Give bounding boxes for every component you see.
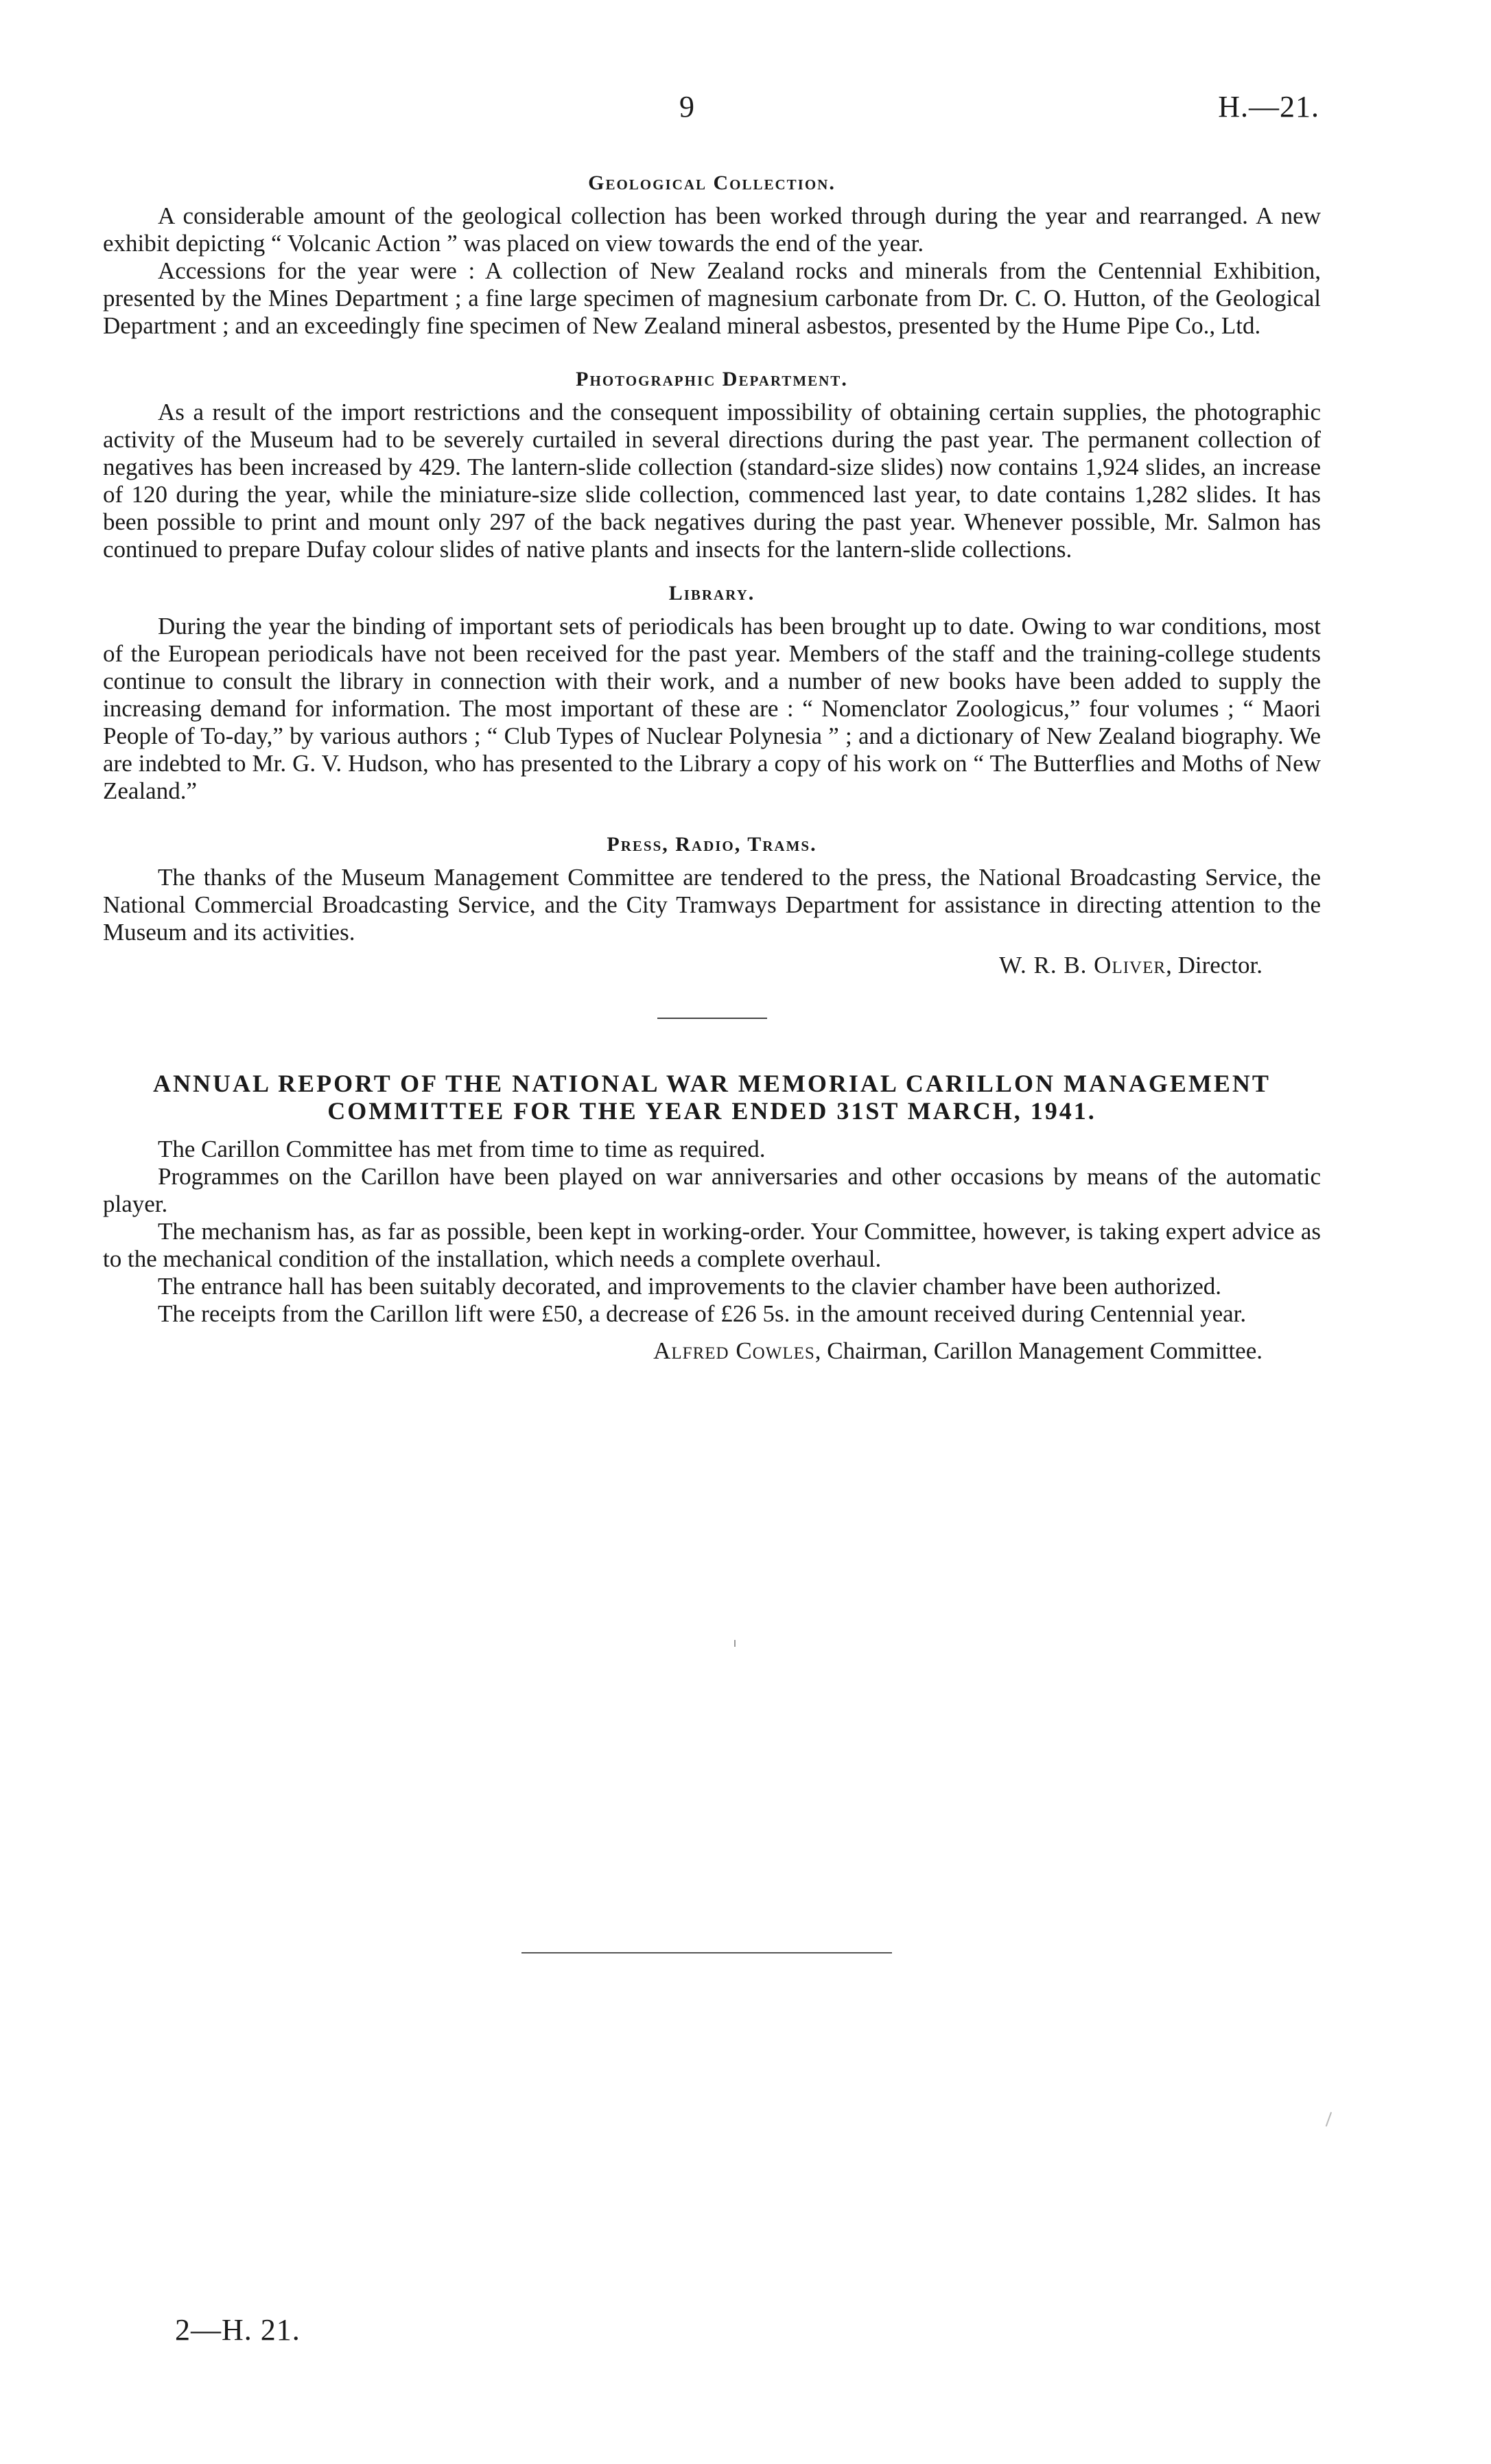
signature-name: Alfred Cowles	[653, 1337, 815, 1364]
report-title-line-2: COMMITTEE FOR THE YEAR ENDED 31ST MARCH, 1941.	[327, 1097, 1096, 1125]
paragraph: Programmes on the Carillon have been played on war anniversaries and other occasions by means of the automatic player.	[103, 1163, 1321, 1217]
signature-title: , Chairman, Carillon Management Committee.	[814, 1337, 1263, 1364]
signature-title: , Director.	[1166, 952, 1263, 978]
footer-reference: 2—H. 21.	[175, 2313, 301, 2347]
signature-name: W. R. B. Oliver	[999, 952, 1166, 978]
document-reference: H.—21.	[1218, 90, 1319, 124]
report-title-line-1: ANNUAL REPORT OF THE NATIONAL WAR MEMORIAL CARILLON MANAGEMENT	[153, 1070, 1271, 1097]
end-rule	[521, 1952, 892, 1953]
paragraph: As a result of the import restrictions and the consequent impossibility of obtaining certain supplies, the photographic activity of the Museum had to be severely curtailed in several directions during the past year. The permanent collection of negatives has been increased by 429. The lantern-slide collection (standard-size slides) now contains 1,924 slides, an increase of 120 during the year, while the miniature-size slide collection, commenced last year, to date contains 1,282 slides. It has been possible to print and mount only 297 of the back negatives during the past year. Whenever possible, Mr. Salmon has continued to prepare Dufay colour slides of native plants and insects for the lantern-slide collections.	[103, 399, 1321, 563]
paragraph: The Carillon Committee has met from time to time as required.	[158, 1136, 766, 1162]
print-speck	[734, 1640, 736, 1647]
paragraph: During the year the binding of important sets of periodicals has been brought up to date. Owing to war conditions, most of the European periodicals have not been received for the past year. Members of the staff and the training-college students continue to consult the library in connection with their work, and a number of new books have been added to supply the increasing demand for information. The most important of these are : “ Nomenclator Zoologicus,” four volumes ; “ Maori People of To-day,” by various authors ; “ Club Types of Nuclear Polynesia ” ; and a dictionary of New Zealand biography. We are indebted to Mr. G. V. Hudson, who has presented to the Library a copy of his work on “ The Butterflies and Moths of New Zealand.”	[103, 613, 1321, 804]
paragraph: The mechanism has, as far as possible, been kept in working-order. Your Committee, however, is taking expert advice as to the mechanical condition of the installation, which needs a complete overhaul.	[103, 1218, 1321, 1272]
geological-collection-section	[103, 168, 1321, 340]
photographic-department-section	[103, 364, 1321, 563]
page-number: 9	[679, 90, 694, 124]
library-section	[103, 578, 1321, 805]
paragraph: The entrance hall has been suitably decorated, and improvements to the clavier chamber have been authorized.	[158, 1273, 1222, 1300]
chairman-signature	[103, 1337, 1263, 1365]
print-mark	[1326, 2112, 1341, 2130]
paragraph: Accessions for the year were : A collection of New Zealand rocks and minerals from the Centennial Exhibition, presented by the Mines Department ; a fine large specimen of magnesium carbonate from Dr. C. O. Hutton, of the Geological Department ; and an exceedingly fine specimen of New Zealand mineral asbestos, presented by the Hume Pipe Co., Ltd.	[103, 257, 1321, 339]
press-radio-trams-section	[103, 830, 1321, 979]
paragraph: A considerable amount of the geological collection has been worked through during the year and rearranged. A new exhibit depicting “ Volcanic Action ” was placed on view towards the end of the year.	[103, 202, 1321, 257]
section-heading: Press, Radio, Trams.	[607, 833, 817, 856]
director-signature	[103, 952, 1263, 979]
paragraph: The thanks of the Museum Management Committee are tendered to the press, the National Broadcasting Service, the National Commercial Broadcasting Service, and the City Tramways Department for assistance in directing attention to the Museum and its activities.	[103, 864, 1321, 946]
carillon-report-section	[103, 1070, 1321, 1365]
main-column	[103, 168, 1321, 1365]
paragraph: The receipts from the Carillon lift were £50, a decrease of £26 5s. in the amount received during Centennial year.	[158, 1300, 1247, 1327]
section-heading: Geological Collection.	[588, 172, 836, 194]
section-heading: Library.	[668, 582, 755, 605]
section-heading: Photographic Department.	[576, 368, 848, 390]
